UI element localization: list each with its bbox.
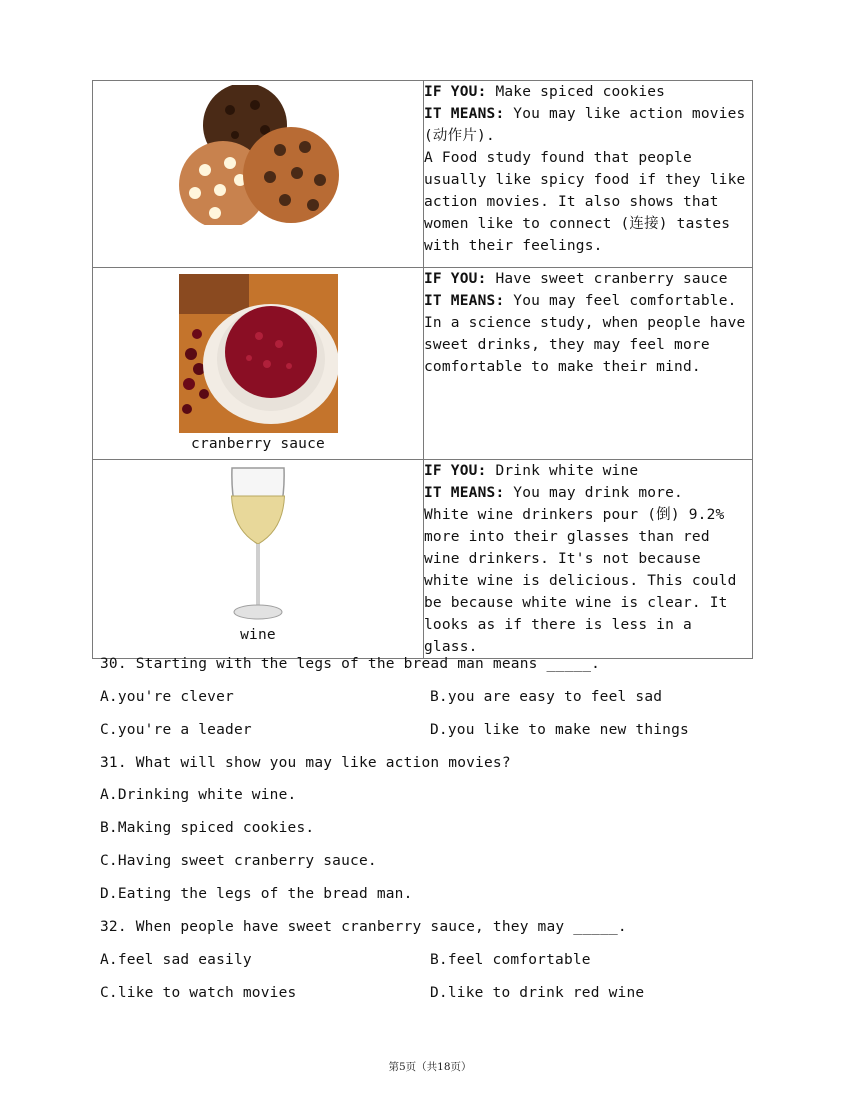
- if-you-label: IF YOU:: [424, 84, 487, 100]
- question-stem: 30. Starting with the legs of the bread man means _____.: [100, 656, 601, 672]
- text-cell: [424, 460, 753, 659]
- image-cell: [93, 460, 424, 659]
- option-a[interactable]: A.you're clever: [100, 689, 234, 705]
- body-text: White wine drinkers pour (倒) 9.2% more into their glasses than red wine drinkers. It's not because white wine is delicious. This could be because white wine is clear. It looks as if there is less in a glass.: [424, 507, 737, 655]
- info-table: [92, 80, 753, 659]
- if-you-text: Make spiced cookies: [486, 84, 666, 100]
- option-b[interactable]: B.Making spiced cookies.: [100, 820, 315, 836]
- option-d[interactable]: D.like to drink red wine: [430, 985, 645, 1001]
- option-b[interactable]: B.feel comfortable: [430, 952, 591, 968]
- table-row: [93, 268, 753, 460]
- option-a[interactable]: A.feel sad easily: [100, 952, 252, 968]
- option-d[interactable]: D.Eating the legs of the bread man.: [100, 886, 413, 902]
- option-a[interactable]: A.Drinking white wine.: [100, 787, 297, 803]
- it-means-label: IT MEANS:: [424, 293, 505, 309]
- if-you-text: Have sweet cranberry sauce: [486, 271, 728, 287]
- cranberry-sauce-image: [179, 274, 338, 433]
- option-b[interactable]: B.you are easy to feel sad: [430, 689, 663, 705]
- question-stem: 32. When people have sweet cranberry sauce, they may _____.: [100, 919, 627, 935]
- cookies-image: [175, 85, 345, 225]
- body-text: A Food study found that people usually like spicy food if they like action movies. It also shows that women like to connect (连接) tastes with their feelings.: [424, 150, 746, 254]
- it-means-label: IT MEANS:: [424, 485, 505, 501]
- wine-glass-image: [228, 466, 288, 626]
- text-cell: [424, 81, 753, 268]
- body-text: In a science study, when people have sweet drinks, they may feel more comfortable to make their mind.: [424, 315, 746, 375]
- if-you-label: IF YOU:: [424, 463, 487, 479]
- question-stem: 31. What will show you may like action movies?: [100, 755, 511, 771]
- table-row: [93, 81, 753, 268]
- image-caption: wine: [240, 627, 276, 643]
- it-means-text: You may drink more.: [504, 485, 683, 501]
- table-row: [93, 460, 753, 659]
- option-c[interactable]: C.you're a leader: [100, 722, 252, 738]
- option-c[interactable]: C.like to watch movies: [100, 985, 297, 1001]
- it-means-text: You may feel comfortable.: [504, 293, 737, 309]
- image-caption: cranberry sauce: [191, 436, 325, 452]
- if-you-text: Drink white wine: [486, 463, 639, 479]
- it-means-text: You may like action movies (动作片).: [424, 106, 746, 144]
- it-means-label: IT MEANS:: [424, 106, 505, 122]
- page-footer: 第5页（共18页）: [388, 1061, 472, 1073]
- option-d[interactable]: D.you like to make new things: [430, 722, 689, 738]
- image-cell: [93, 81, 424, 268]
- if-you-label: IF YOU:: [424, 271, 487, 287]
- image-cell: [93, 268, 424, 460]
- text-cell: [424, 268, 753, 460]
- option-c[interactable]: C.Having sweet cranberry sauce.: [100, 853, 377, 869]
